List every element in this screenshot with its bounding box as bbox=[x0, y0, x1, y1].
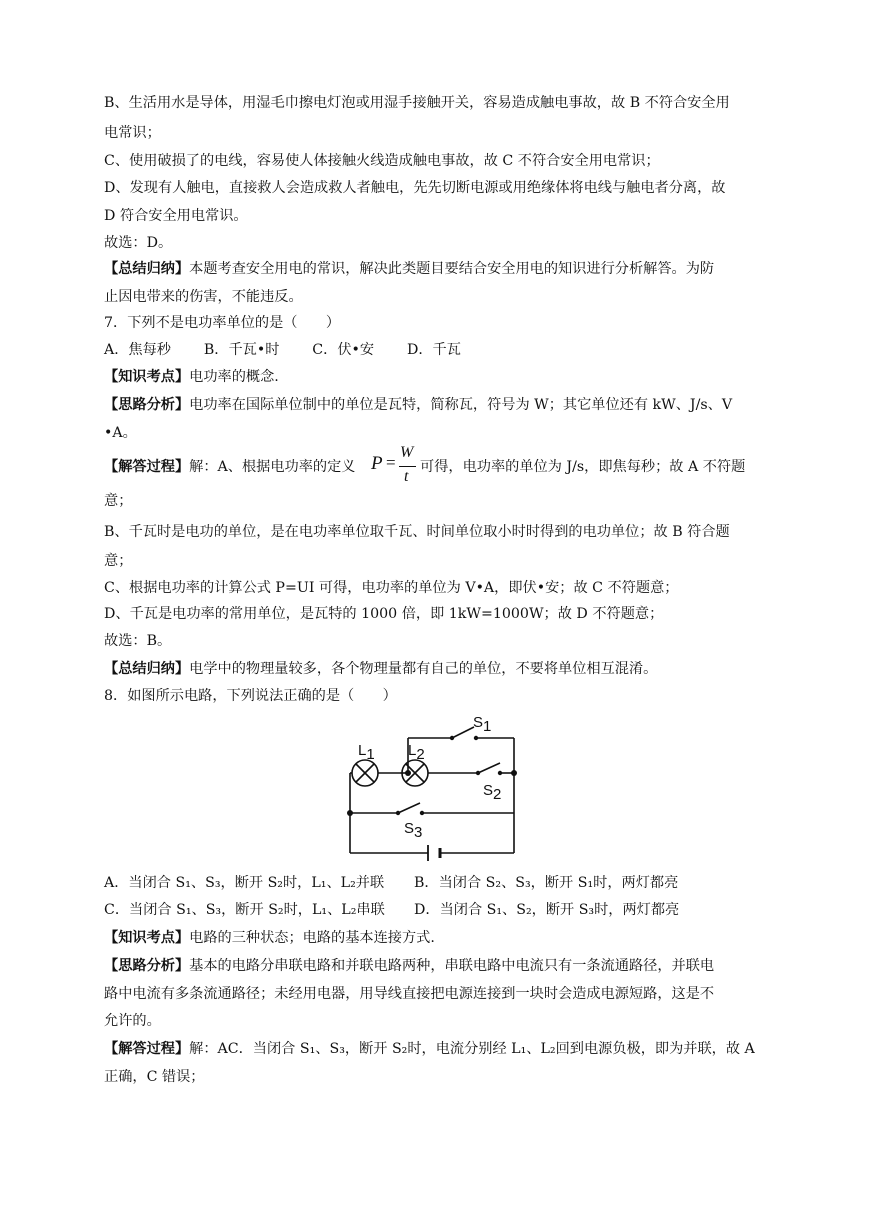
text-line: C、根据电功率的计算公式 P=UI 可得，电功率的单位为 V•A，即伏•安；故 C 不符题意； bbox=[104, 580, 679, 596]
analysis-text: 基本的电路分串联电路和并联电路两种，串联电路中电流只有一条流通路径，并联电 bbox=[189, 958, 715, 974]
text-line: •A。 bbox=[104, 425, 137, 441]
summary-line bbox=[104, 259, 714, 279]
section-tag: 【总结归纳】 bbox=[104, 661, 190, 677]
switch-s3-blade bbox=[398, 803, 420, 813]
formula-equals: = bbox=[386, 453, 396, 472]
option-D: D．当闭合 S₁、S₂，断开 S₃时，两灯都亮 bbox=[414, 902, 680, 918]
summary-text: 本题考查安全用电的常识，解决此类题目要结合安全用电的知识进行分析解答。为防 bbox=[189, 261, 715, 277]
section-tag: 【解答过程】 bbox=[104, 459, 190, 475]
junction-node bbox=[511, 770, 517, 776]
text-line: 意； bbox=[104, 493, 133, 509]
text-line: 意； bbox=[104, 553, 133, 569]
section-tag: 【总结归纳】 bbox=[104, 261, 190, 277]
label-L2: L2 bbox=[408, 742, 425, 763]
question-8: 8．如图所示电路，下列说法正确的是（ ） bbox=[104, 688, 397, 704]
text-line: D、千瓦是电功率的常用单位，是瓦特的 1000 倍，即 1kW=1000W；故 D 不符题意； bbox=[104, 606, 664, 622]
option-A: A．当闭合 S₁、S₃，断开 S₂时，L₁、L₂并联 bbox=[104, 875, 385, 891]
formula-P: P bbox=[371, 453, 383, 474]
formula-numerator: W bbox=[400, 444, 414, 461]
summary-text: 电学中的物理量较多，各个物理量都有自己的单位，不要将单位相互混淆。 bbox=[189, 661, 658, 677]
section-tag: 【思路分析】 bbox=[104, 397, 190, 413]
analysis-text: 电功率在国际单位制中的单位是瓦特，简称瓦，符号为 W；其它单位还有 kW、J/s、V bbox=[189, 397, 733, 413]
solution-line bbox=[104, 1039, 755, 1059]
analysis-line bbox=[104, 395, 732, 415]
label-S3: S3 bbox=[404, 820, 423, 841]
text-line: D 符合安全用电常识。 bbox=[104, 208, 248, 224]
text-line: 电常识； bbox=[104, 125, 161, 141]
switch-s1-blade bbox=[452, 727, 474, 738]
option-B: B．当闭合 S₂、S₃，断开 S₁时，两灯都亮 bbox=[414, 875, 679, 891]
switch-s2-blade bbox=[478, 763, 500, 773]
section-tag: 【解答过程】 bbox=[104, 1041, 190, 1057]
question-7-options: A．焦每秒 B．千瓦•时 C．伏•安 D．千瓦 bbox=[104, 342, 461, 358]
text-line: 允许的。 bbox=[104, 1013, 161, 1029]
summary-line bbox=[104, 659, 657, 679]
knowledge-line bbox=[104, 367, 279, 387]
solution-line bbox=[104, 457, 355, 477]
text-line: 止因电带来的伤害，不能违反。 bbox=[104, 289, 303, 305]
knowledge-text: 电路的三种状态；电路的基本连接方式. bbox=[189, 930, 435, 946]
text-line: 可得，电功率的单位为 J/s，即焦每秒；故 A 不符题 bbox=[420, 459, 746, 475]
text-line: B、千瓦时是电功的单位，是在电功率单位取千瓦、时间单位取小时时得到的电功单位；故 B 符合题 bbox=[104, 524, 730, 540]
solution-text: 解：AC．当闭合 S₁、S₃，断开 S₂时，电流分别经 L₁、L₂回到电源负极，即为并联，故 A bbox=[189, 1041, 755, 1057]
label-L1: L1 bbox=[358, 742, 375, 763]
knowledge-text: 电功率的概念. bbox=[189, 369, 279, 385]
knowledge-line bbox=[104, 928, 435, 948]
text-line: 故选：D。 bbox=[104, 235, 173, 251]
text-line: 故选：B。 bbox=[104, 633, 172, 649]
text-line: D、发现有人触电，直接救人会造成救人者触电，先先切断电源或用绝缘体将电线与触电者分离，故 bbox=[104, 180, 726, 196]
text-line: B、生活用水是导体，用湿毛巾擦电灯泡或用湿手接触开关，容易造成触电事故，故 B 不符合安全用 bbox=[104, 95, 730, 111]
label-S1: S1 bbox=[473, 714, 492, 735]
option-C: C．当闭合 S₁、S₃，断开 S₂时，L₁、L₂串联 bbox=[104, 902, 385, 918]
text-line: 路中电流有多条流通路径；未经用电器，用导线直接把电源连接到一块时会造成电源短路，这是不 bbox=[104, 986, 715, 1002]
question-7: 7．下列不是电功率单位的是（ ） bbox=[104, 315, 341, 331]
section-tag: 【知识考点】 bbox=[104, 369, 190, 385]
label-S2: S2 bbox=[483, 782, 502, 803]
circuit-diagram bbox=[340, 713, 530, 863]
solution-text: 解：A、根据电功率的定义 bbox=[189, 459, 356, 475]
section-tag: 【思路分析】 bbox=[104, 958, 190, 974]
formula-denominator: t bbox=[404, 468, 409, 485]
analysis-line bbox=[104, 956, 714, 976]
junction-node bbox=[347, 810, 353, 816]
text-line: 正确，C 错误； bbox=[104, 1069, 205, 1085]
fraction-bar bbox=[399, 466, 416, 467]
text-line: C、使用破损了的电线，容易使人体接触火线造成触电事故，故 C 不符合安全用电常识； bbox=[104, 153, 660, 169]
junction-node bbox=[405, 770, 411, 776]
section-tag: 【知识考点】 bbox=[104, 930, 190, 946]
